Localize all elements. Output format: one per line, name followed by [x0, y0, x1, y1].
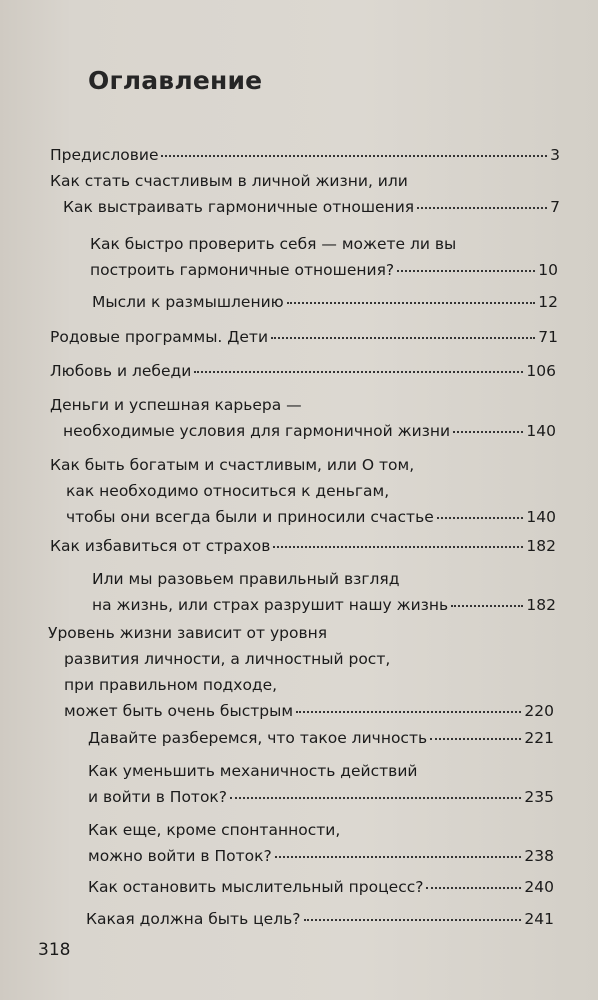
- dot-leader: [275, 855, 522, 858]
- toc-page-number: 235: [524, 788, 554, 806]
- toc-entry-title: как необходимо относиться к деньгам,: [66, 482, 390, 500]
- toc-entry: [50, 392, 556, 444]
- dot-leader: [194, 370, 523, 373]
- toc-entry: [88, 725, 554, 751]
- toc-entry-title: на жизнь, или страх разрушит нашу жизнь: [92, 596, 449, 614]
- dot-leader: [161, 154, 547, 157]
- toc-entry-title: при правильном подходе,: [64, 676, 278, 694]
- dot-leader: [273, 545, 523, 548]
- toc-entry: [90, 231, 558, 283]
- page-title: Оглавление: [88, 66, 263, 95]
- dot-leader: [287, 301, 536, 304]
- toc-entry-title: построить гармоничные отношения?: [90, 261, 395, 279]
- toc-entry-title: Как стать счастливым в личной жизни, или: [50, 172, 408, 190]
- toc-entry-title: Или мы разовьем правильный взгляд: [92, 570, 400, 588]
- toc-entry-title: Как выстраивать гармоничные отношения: [63, 198, 415, 216]
- toc-page-number: 182: [526, 537, 556, 555]
- toc-page-number: 241: [524, 910, 554, 928]
- toc-entry-title: и войти в Поток?: [88, 788, 228, 806]
- toc-entry-title: Уровень жизни зависит от уровня: [48, 624, 328, 642]
- toc-page-number: 238: [524, 847, 554, 865]
- toc-entry-title: может быть очень быстрым: [64, 702, 294, 720]
- toc-page-number: 12: [538, 293, 558, 311]
- dot-leader: [417, 206, 547, 209]
- toc-entry-title: Родовые программы. Дети: [50, 328, 269, 346]
- toc-entry: [50, 533, 556, 559]
- toc-entry-title: Как быстро проверить себя — можете ли вы: [90, 235, 457, 253]
- dot-leader: [397, 269, 535, 272]
- dot-leader: [271, 336, 535, 339]
- toc-entry-title: Как уменьшить механичность действий: [88, 762, 418, 780]
- toc-entry-title: необходимые условия для гармоничной жизни: [63, 422, 451, 440]
- toc-entry-title: Любовь и лебеди: [50, 362, 192, 380]
- dot-leader: [426, 886, 521, 889]
- toc-entry-title: Деньги и успешная карьера —: [50, 396, 302, 414]
- dot-leader: [451, 604, 523, 607]
- dot-leader: [430, 737, 521, 740]
- toc-entry: [88, 874, 554, 900]
- toc-entry-title: Как еще, кроме спонтанности,: [88, 821, 341, 839]
- toc-page-number: 10: [538, 261, 558, 279]
- toc-page-number: 182: [526, 596, 556, 614]
- dot-leader: [296, 710, 521, 713]
- dot-leader: [453, 430, 523, 433]
- toc-entry: [50, 168, 560, 220]
- toc-page-number: 221: [524, 729, 554, 747]
- toc-entry: [92, 289, 558, 315]
- toc-page-number: 140: [526, 422, 556, 440]
- toc-entry: [88, 758, 554, 810]
- toc-page-number: 140: [526, 508, 556, 526]
- toc-page-number: 71: [538, 328, 558, 346]
- toc-page-number: 3: [550, 146, 560, 164]
- dot-leader: [230, 796, 521, 799]
- toc-page-number: 7: [550, 198, 560, 216]
- toc-entry-title: можно войти в Поток?: [88, 847, 272, 865]
- toc-entry: [50, 358, 556, 384]
- toc-entry-title: Как избавиться от страхов: [50, 537, 271, 555]
- toc-entry: [88, 817, 554, 869]
- toc-entry-title: Как остановить мыслительный процесс?: [88, 878, 424, 896]
- toc-entry-title: чтобы они всегда были и приносили счастье: [66, 508, 434, 526]
- toc-entry: [50, 142, 560, 168]
- toc-page-number: 106: [526, 362, 556, 380]
- toc-entry-title: Мысли к размышлению: [92, 293, 284, 311]
- toc-entry-title: Давайте разберемся, что такое личность: [88, 729, 428, 747]
- toc-entry-title: Какая должна быть цель?: [86, 910, 301, 928]
- toc-entry: [92, 566, 556, 618]
- dot-leader: [437, 516, 524, 519]
- toc-entry: [50, 452, 556, 530]
- toc-page-number: 220: [524, 702, 554, 720]
- toc-entry-title: развития личности, а личностный рост,: [64, 650, 391, 668]
- toc-entry: [50, 324, 558, 350]
- toc-entry-title: Как быть богатым и счастливым, или О том,: [50, 456, 415, 474]
- folio-page-number: 318: [38, 940, 71, 960]
- toc-entry: [48, 620, 554, 724]
- dot-leader: [304, 918, 522, 921]
- toc-entry: [86, 906, 554, 932]
- toc-entry-title: Предисловие: [50, 146, 159, 164]
- toc-page-number: 240: [524, 878, 554, 896]
